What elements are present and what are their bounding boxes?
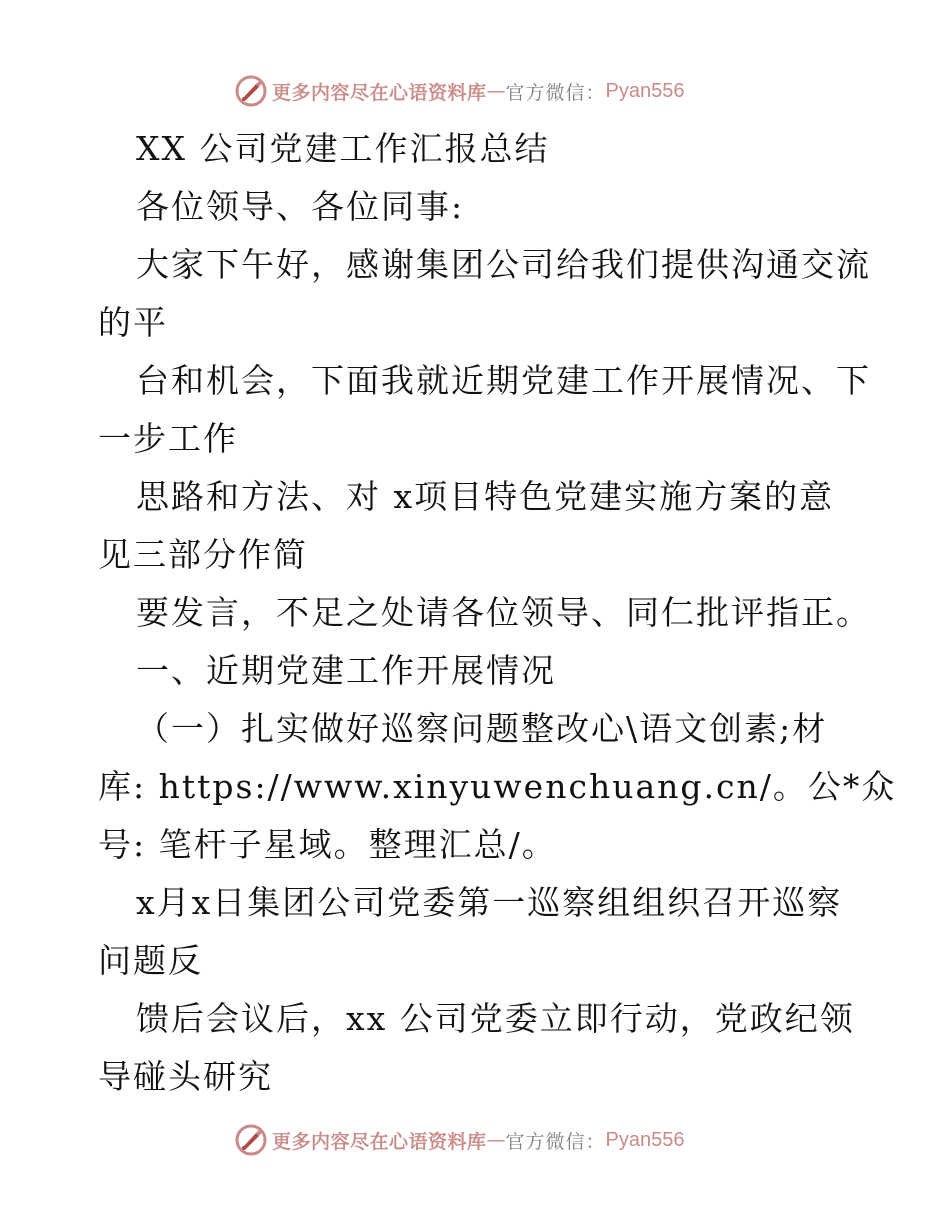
paragraph-line: 馈后会议后，xx 公司党委立即行动，党政纪领 (136, 999, 855, 1038)
watermark-separator: — (486, 80, 506, 102)
salutation: 各位领导、各位同事: (136, 187, 465, 226)
watermark-id: Pyan556 (605, 1128, 685, 1151)
paragraph-line: 大家下午好，感谢集团公司给我们提供沟通交流 (136, 245, 871, 284)
watermark-contact-label: 官方微信： (505, 81, 606, 104)
watermark-id: Pyan556 (605, 79, 685, 102)
paragraph-line: 导碰头研究 (98, 1057, 273, 1096)
paragraph-line: 库: https://www.xinyuwenchuang.cn/。公*众 (98, 767, 897, 806)
document-title: XX 公司党建工作汇报总结 (136, 129, 550, 168)
footer-watermark (234, 1122, 685, 1158)
paragraph-line: 号: 笔杆子星域。整理汇总/。 (98, 825, 557, 864)
paragraph-line: 的平 (98, 303, 168, 342)
writing-brush-logo-icon (234, 74, 268, 108)
paragraph-line: 思路和方法、对 x项目特色党建实施方案的意 (136, 477, 835, 516)
paragraph-line: 台和机会，下面我就近期党建工作开展情况、下 (136, 361, 871, 400)
watermark-main-text: 更多内容尽在心语资料库 (272, 1130, 487, 1153)
paragraph-line: 要发言，不足之处请各位领导、同仁批评指正。 (136, 593, 871, 632)
document-body (98, 120, 897, 1106)
writing-brush-logo-icon (234, 1123, 268, 1157)
watermark-contact-label: 官方微信： (505, 1130, 606, 1153)
watermark-main-text: 更多内容尽在心语资料库 (272, 81, 487, 104)
paragraph-line: 见三部分作简 (98, 535, 308, 574)
section-heading: 一、近期党建工作开展情况 (136, 651, 556, 690)
paragraph-line: x月x日集团公司党委第一巡察组组织召开巡察 (136, 883, 843, 922)
paragraph-line: 一步工作 (98, 419, 238, 458)
subsection-heading: （一）扎实做好巡察问题整改心\语文创素;材 (136, 709, 828, 748)
watermark-separator: — (486, 1129, 506, 1151)
header-watermark (234, 73, 685, 109)
paragraph-line: 问题反 (98, 941, 203, 980)
